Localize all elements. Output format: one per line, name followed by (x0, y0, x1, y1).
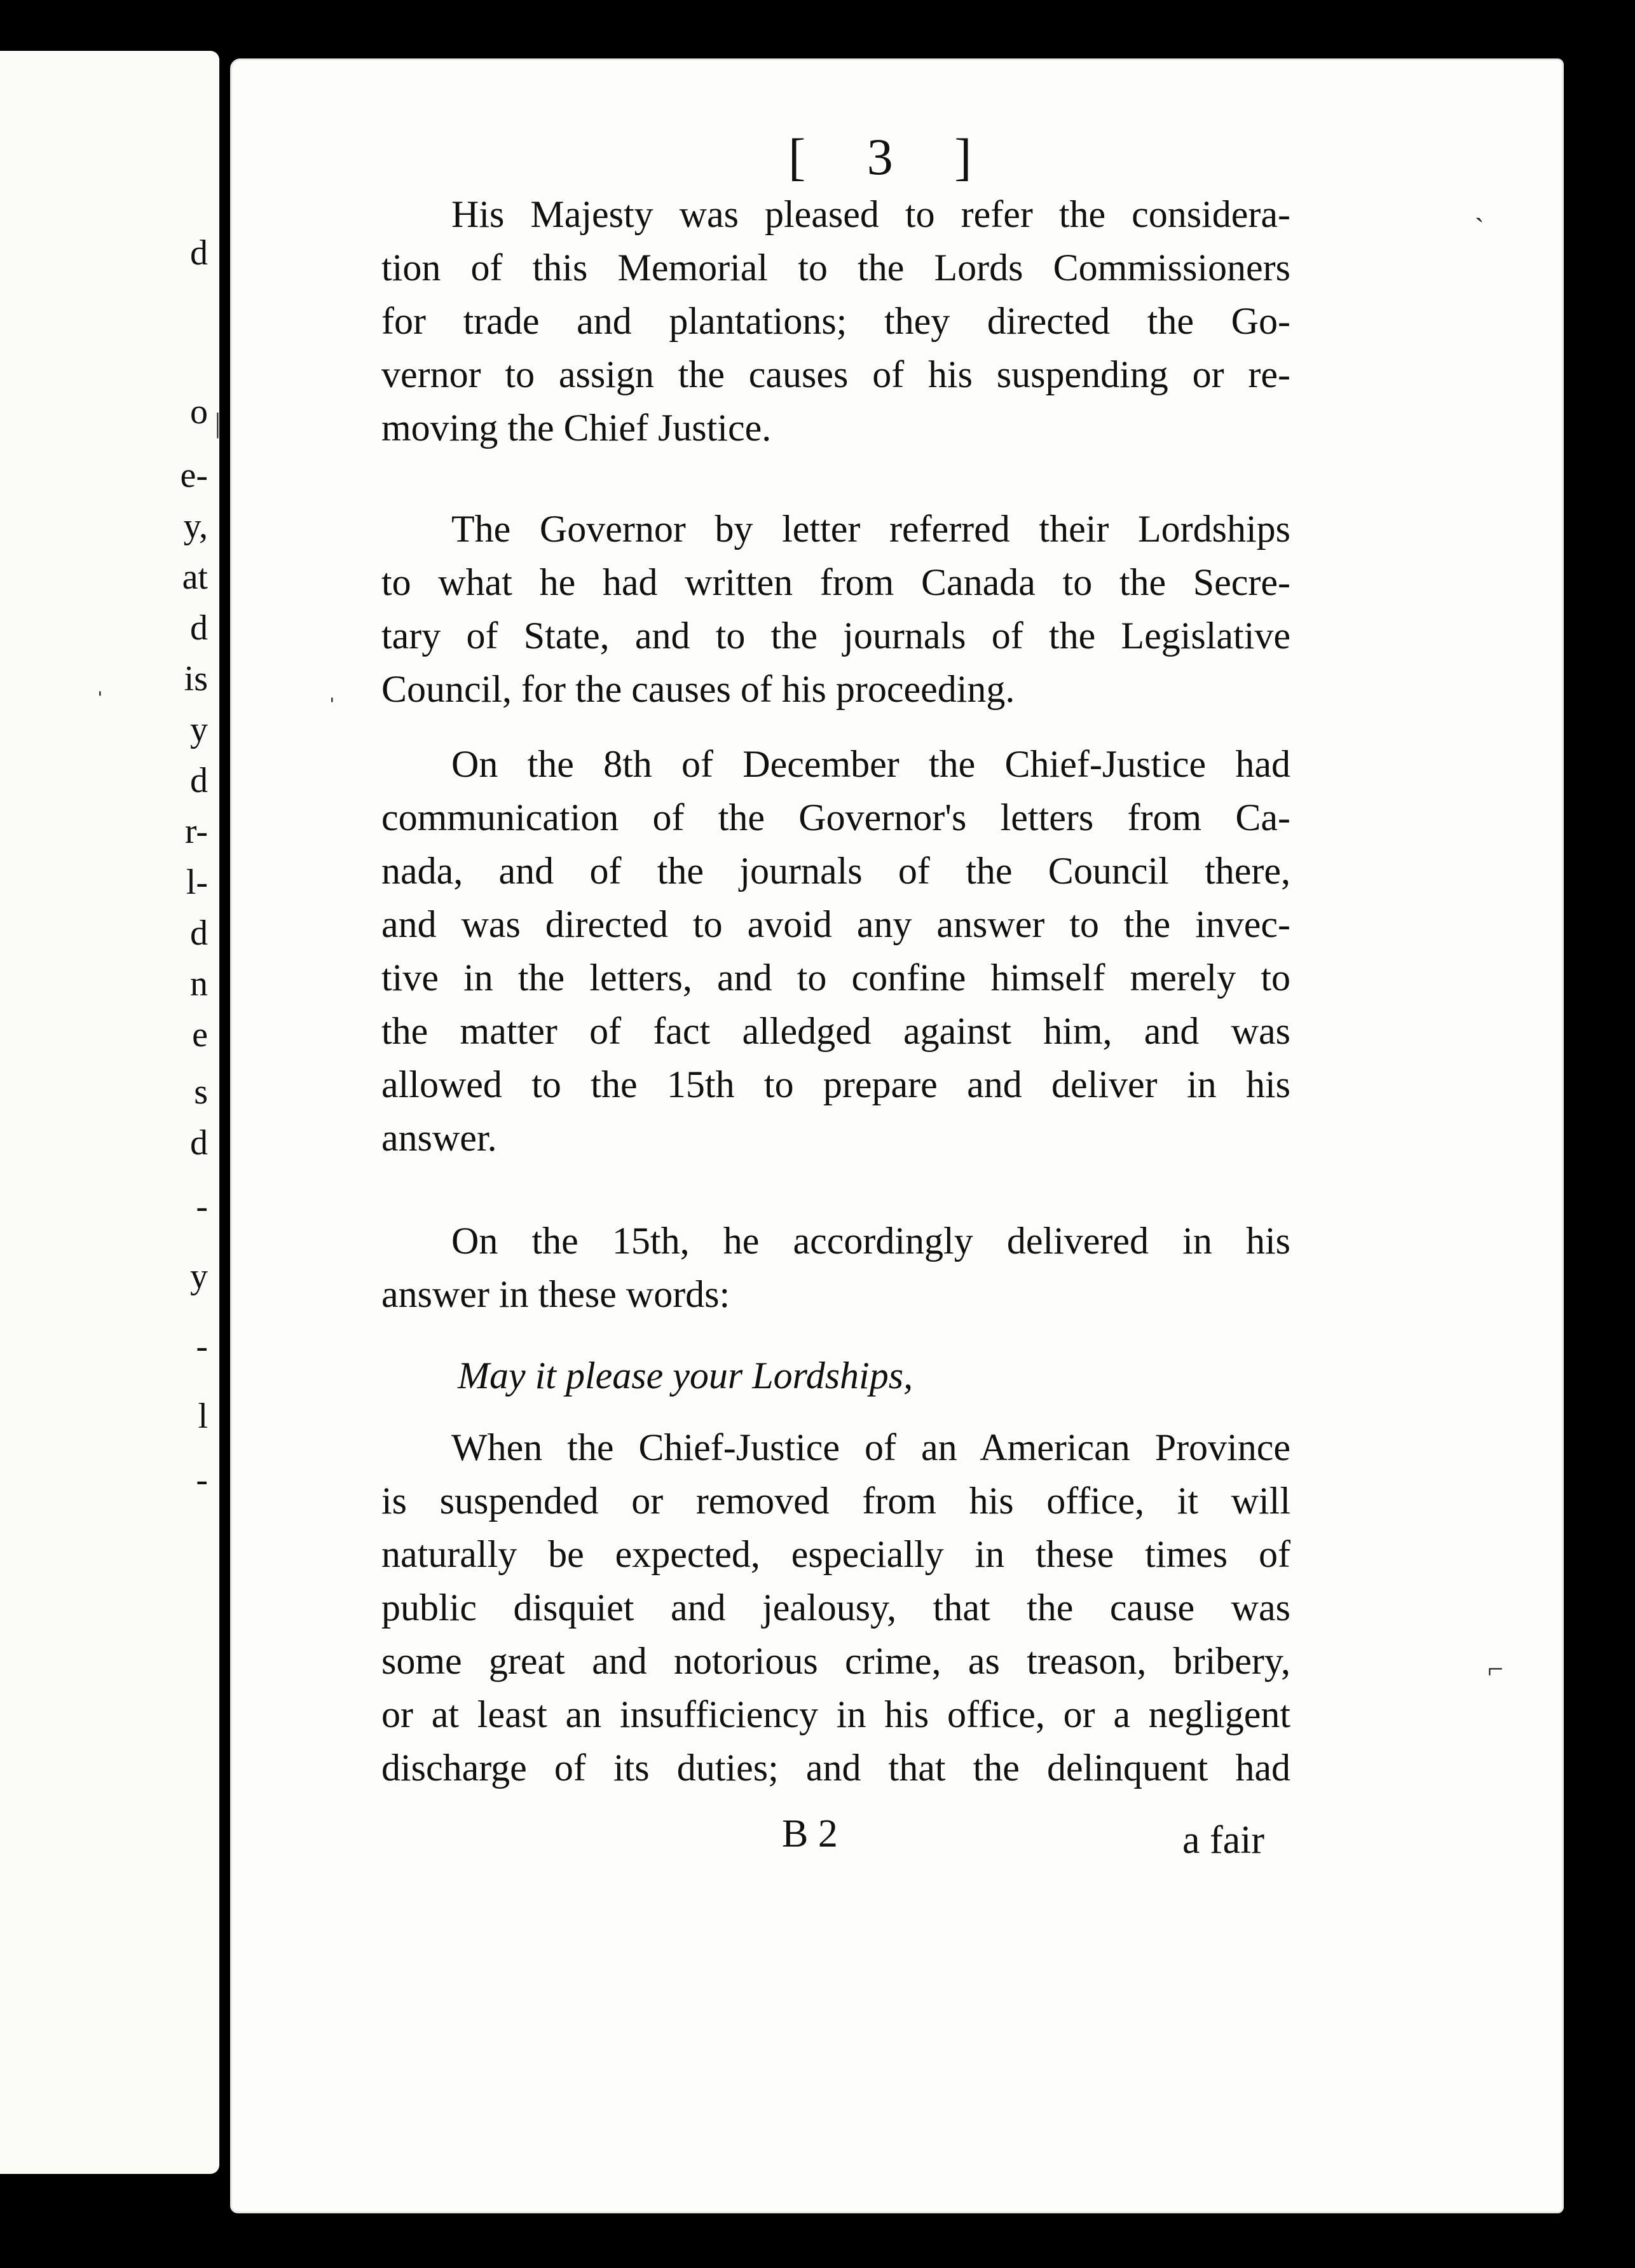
left-page-fragment: - (196, 1327, 208, 1366)
left-page-edge (0, 51, 219, 2174)
text-line: public disquiet and jealousy, that the cause was (381, 1587, 1290, 1629)
left-page-fragment: d (190, 913, 208, 953)
paragraph-3 (381, 737, 1290, 1165)
catchword: a fair (1182, 1819, 1265, 1862)
left-page-fragment: n (190, 964, 208, 1004)
page-number: [ 3 ] (788, 128, 996, 186)
text-line: Council, for the causes of his proceeding. (381, 668, 1015, 710)
left-page-fragment: d (190, 233, 208, 273)
left-page-fragment: r- (184, 812, 208, 851)
left-page-fragment: l- (186, 863, 208, 902)
text-line: nada, and of the journals of the Council there, (381, 850, 1290, 892)
text-line: and was directed to avoid any answer to the invec- (381, 903, 1290, 945)
left-page-fragment: y (190, 710, 208, 749)
salutation: May it please your Lordships, (458, 1355, 913, 1397)
text-line: to what he had written from Canada to the Secre- (381, 561, 1290, 603)
signature-mark: B 2 (782, 1812, 838, 1855)
text-line: When the Chief-Justice of an American Province (451, 1426, 1290, 1468)
text-line: or at least an insufficiency in his office, or a negligent (381, 1693, 1290, 1735)
text-line: answer. (381, 1117, 497, 1159)
left-page-fragment: l (198, 1397, 208, 1436)
left-page-fragment: d (190, 761, 208, 800)
text-line: allowed to the 15th to prepare and deliver in his (381, 1063, 1290, 1105)
text-line: tary of State, and to the journals of the Legislative (381, 615, 1290, 657)
binding-mark: ˌ (95, 665, 105, 696)
text-line: On the 15th, he accordingly delivered in his (451, 1220, 1290, 1262)
text-line: On the 8th of December the Chief-Justice had (451, 743, 1290, 785)
left-page-fragment: o (190, 392, 208, 432)
text-line: communication of the Governor's letters from Ca- (381, 796, 1290, 838)
left-page-fragment: d (190, 608, 208, 648)
text-line: The Governor by letter referred their Lordships (451, 508, 1290, 550)
left-page-fragment: at (182, 557, 208, 597)
text-line: vernor to assign the causes of his suspending or re- (381, 353, 1290, 395)
binding-mark: ˌ (327, 671, 337, 702)
left-page-fragment: - (196, 1187, 208, 1226)
text-line: for trade and plantations; they directed the Go- (381, 300, 1290, 342)
text-line: the matter of fact alledged against him, and was (381, 1010, 1290, 1052)
left-page-fragment: d (190, 1123, 208, 1163)
left-page-fragment: s (194, 1072, 208, 1112)
left-page-fragment: is (184, 659, 208, 699)
text-line: moving the Chief Justice. (381, 407, 772, 449)
text-line: some great and notorious crime, as treason, bribery, (381, 1640, 1290, 1682)
text-line: His Majesty was pleased to refer the considera- (451, 193, 1290, 235)
text-line: tive in the letters, and to confine himself merely to (381, 957, 1290, 999)
left-page-fragment: - (196, 1460, 208, 1499)
paragraph-4 (381, 1214, 1290, 1321)
left-page-fragment: y (190, 1257, 208, 1296)
binding-mark: | (215, 407, 221, 439)
left-page-fragment: e (192, 1015, 208, 1055)
binding-mark: ⌐ (1488, 1653, 1503, 1684)
text-line: tion of this Memorial to the Lords Commissioners (381, 247, 1290, 289)
text-line: naturally be expected, especially in these times of (381, 1533, 1290, 1575)
letter-paragraph (381, 1421, 1290, 1794)
paragraph-2 (381, 502, 1290, 716)
text-line: discharge of its duties; and that the delinquent had (381, 1747, 1290, 1789)
binding-mark: ˎ (1475, 191, 1484, 222)
left-page-fragment: y, (183, 507, 208, 546)
text-line: is suspended or removed from his office, it will (381, 1480, 1290, 1522)
left-page-fragment: e- (180, 456, 208, 495)
text-line: answer in these words: (381, 1273, 730, 1315)
paragraph-1 (381, 188, 1290, 454)
